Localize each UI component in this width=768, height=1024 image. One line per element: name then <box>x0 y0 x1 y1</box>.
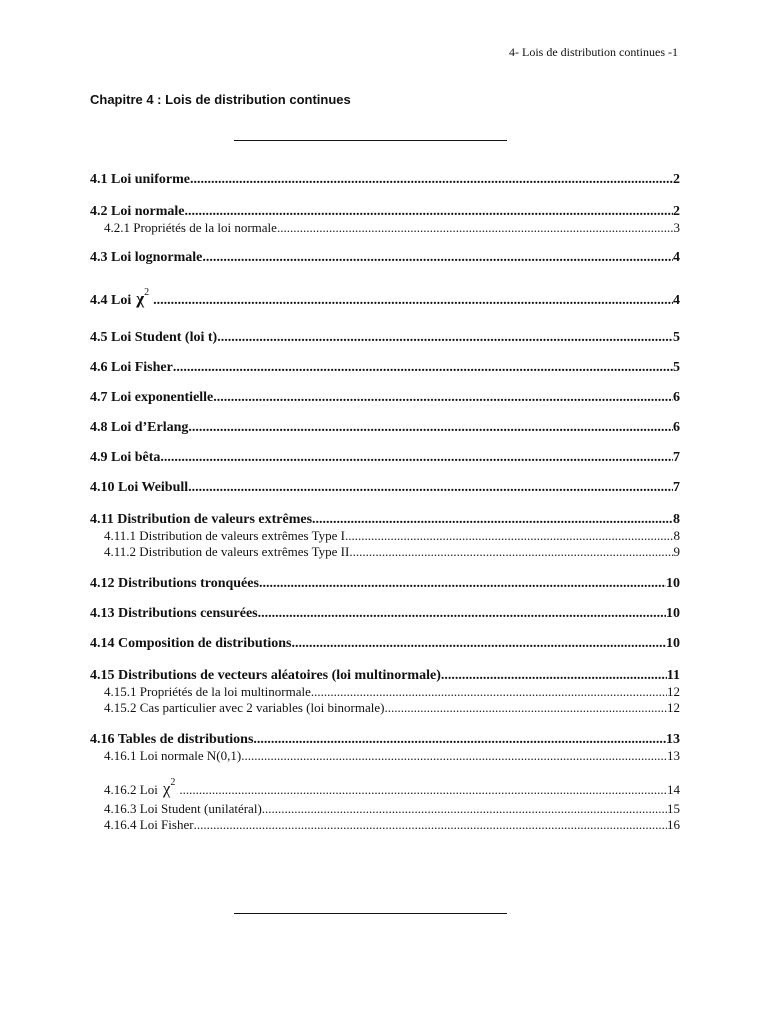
toc-entry[interactable] <box>90 282 680 312</box>
toc-label: 4.3 Loi lognormale <box>90 250 203 265</box>
toc-label: 4.11 Distribution de valeurs extrêmes <box>90 512 313 527</box>
toc-label: 4.15 Distributions de vecteurs aléatoires (loi multinormale) <box>90 668 441 683</box>
dot-leader <box>213 390 673 406</box>
toc-subentry[interactable] <box>90 684 680 700</box>
dot-leader <box>194 817 667 833</box>
dot-leader <box>312 512 673 528</box>
toc-label: 4.5 Loi Student (loi t) <box>90 330 218 345</box>
chapter-title: Chapitre 4 : Lois de distribution continues <box>90 92 351 107</box>
chi-exponent: 2 <box>144 287 150 298</box>
toc-page-number: 7 <box>673 480 680 495</box>
dot-leader <box>291 636 666 652</box>
toc-entry[interactable] <box>90 668 680 684</box>
toc-entry[interactable] <box>90 512 680 528</box>
toc-label: 4.8 Loi d’Erlang <box>90 420 189 435</box>
dot-leader <box>349 544 673 560</box>
toc-page-number: 7 <box>673 450 680 465</box>
dot-leader <box>253 732 666 748</box>
toc-entry[interactable] <box>90 420 680 436</box>
toc-label: 4.1 Loi uniforme <box>90 172 190 187</box>
toc-label: 4.10 Loi Weibull <box>90 480 189 495</box>
toc-entry[interactable] <box>90 636 680 652</box>
dot-leader <box>384 700 667 716</box>
toc-page-number: 10 <box>666 636 680 651</box>
toc-page-number: 13 <box>667 748 680 763</box>
chi-symbol: χ <box>162 779 171 798</box>
toc-label: 4.15.1 Propriétés de la loi multinormale <box>104 684 311 699</box>
toc-entry[interactable] <box>90 576 680 592</box>
dot-leader <box>277 220 674 236</box>
dot-leader <box>202 250 673 266</box>
toc-page-number: 4 <box>673 250 680 265</box>
toc-label: 4.9 Loi bêta <box>90 450 161 465</box>
dot-leader <box>259 576 666 592</box>
toc-entry[interactable] <box>90 330 680 346</box>
dot-leader <box>258 606 666 622</box>
toc-subentry[interactable] <box>90 772 680 801</box>
toc-subentry[interactable] <box>90 220 680 236</box>
toc-page-number: 2 <box>673 204 680 219</box>
toc-label: 4.13 Distributions censurées <box>90 606 258 621</box>
toc-label: 4.6 Loi Fisher <box>90 360 173 375</box>
dot-leader <box>311 684 667 700</box>
toc-page-number: 6 <box>673 390 680 405</box>
toc-label: 4.2.1 Propriétés de la loi normale <box>104 220 277 235</box>
toc-label: 4.4 Loi <box>90 293 132 308</box>
toc-page-number: 15 <box>667 801 680 816</box>
toc-entry[interactable] <box>90 390 680 406</box>
dot-leader <box>188 480 673 496</box>
toc-page-number: 12 <box>667 700 680 715</box>
toc-page-number: 9 <box>673 544 680 559</box>
toc-entry[interactable] <box>90 360 680 376</box>
dot-leader <box>190 172 673 188</box>
toc-label: 4.16 Tables de distributions <box>90 732 254 747</box>
running-header: 4- Lois de distribution continues -1 <box>509 45 678 59</box>
dot-leader <box>160 450 673 466</box>
toc-page-number: 3 <box>673 220 680 235</box>
toc-subentry[interactable] <box>90 544 680 560</box>
toc-page-number: 8 <box>673 528 680 543</box>
toc-label: 4.2 Loi normale <box>90 204 185 219</box>
dot-leader <box>217 330 673 346</box>
dot-leader <box>241 748 667 764</box>
toc-page-number: 8 <box>673 512 680 527</box>
toc-page-number: 5 <box>673 330 680 345</box>
toc-subentry[interactable] <box>90 801 680 817</box>
toc-entry[interactable] <box>90 606 680 622</box>
chi-squared-symbol <box>136 282 149 310</box>
dot-leader <box>188 420 673 436</box>
toc-label: 4.11.1 Distribution de valeurs extrêmes Type I <box>104 528 345 543</box>
toc-entry[interactable] <box>90 204 680 220</box>
toc-page-number: 10 <box>666 576 680 591</box>
dot-leader <box>173 360 673 376</box>
chi-exponent: 2 <box>170 777 176 788</box>
toc-page-number: 13 <box>666 732 680 747</box>
toc-page-number: 11 <box>666 668 680 683</box>
toc-page-number: 10 <box>666 606 680 621</box>
toc-page-number: 6 <box>673 420 680 435</box>
toc-label: 4.16.4 Loi Fisher <box>104 817 194 832</box>
toc-label: 4.16.1 Loi normale N(0,1) <box>104 748 242 763</box>
toc-entry[interactable] <box>90 732 680 748</box>
chi-squared-symbol <box>163 772 176 800</box>
chi-symbol: χ <box>136 289 145 308</box>
toc-label: 4.7 Loi exponentielle <box>90 390 214 405</box>
toc-page-number: 4 <box>673 293 680 308</box>
toc-entry[interactable] <box>90 480 680 496</box>
dot-leader <box>262 801 667 817</box>
toc-page-number: 5 <box>673 360 680 375</box>
toc-label: 4.15.2 Cas particulier avec 2 variables (loi binormale) <box>104 700 385 715</box>
toc-label: 4.16.2 Loi <box>104 782 158 797</box>
toc-page-number: 12 <box>667 684 680 699</box>
toc-subentry[interactable] <box>90 748 680 764</box>
top-rule <box>234 140 507 141</box>
dot-leader <box>441 668 667 684</box>
toc-entry[interactable] <box>90 172 680 188</box>
dot-leader <box>179 779 667 801</box>
toc-subentry[interactable] <box>90 817 680 833</box>
toc-entry[interactable] <box>90 450 680 466</box>
toc-page-number: 2 <box>673 172 680 187</box>
bottom-rule <box>234 913 507 914</box>
toc-subentry[interactable] <box>90 700 680 716</box>
dot-leader <box>345 528 674 544</box>
dot-leader <box>153 290 673 312</box>
toc-label: 4.11.2 Distribution de valeurs extrêmes Type II <box>104 544 350 559</box>
dot-leader <box>185 204 674 220</box>
toc-label: 4.16.3 Loi Student (unilatéral) <box>104 801 262 816</box>
toc-label: 4.14 Composition de distributions <box>90 636 292 651</box>
toc-entry[interactable] <box>90 250 680 266</box>
table-of-contents <box>90 172 680 833</box>
toc-page-number: 16 <box>667 817 680 832</box>
toc-page-number: 14 <box>667 782 680 797</box>
toc-label: 4.12 Distributions tronquées <box>90 576 259 591</box>
toc-subentry[interactable] <box>90 528 680 544</box>
